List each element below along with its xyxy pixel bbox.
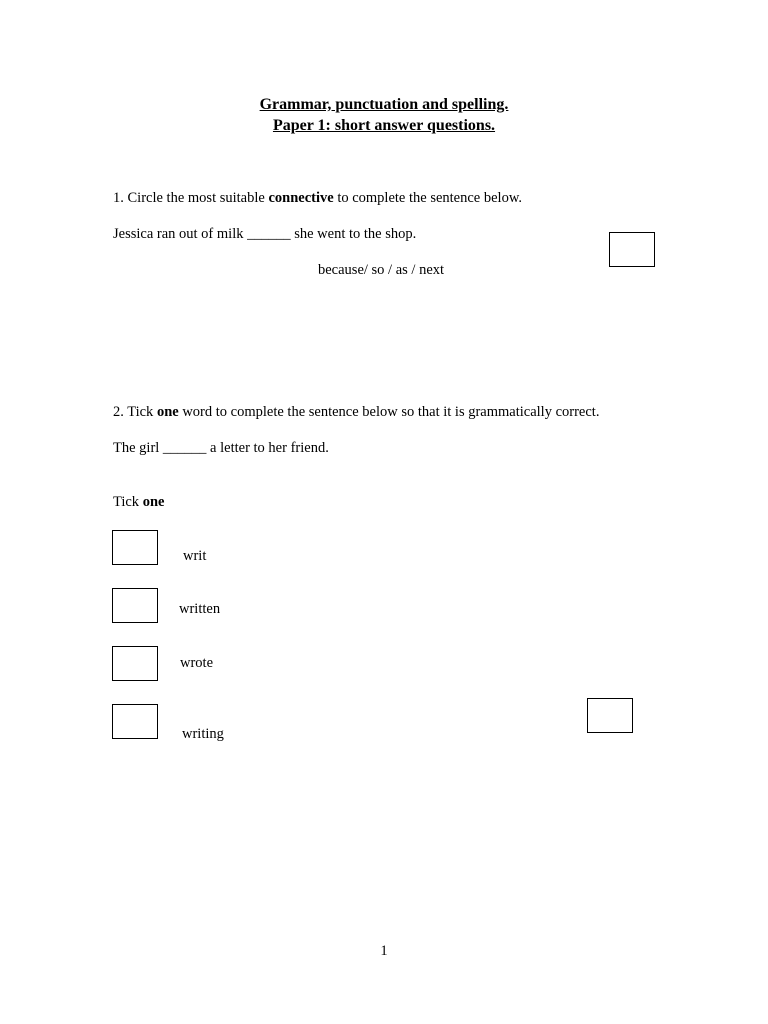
option-writing: writing [182,726,224,742]
q2-tick-instruction [113,493,164,511]
q2-sentence: The girl ______ a letter to her friend. [113,440,329,456]
tick-box-wrote[interactable] [112,646,158,681]
tick-box-writ[interactable] [112,530,158,565]
q2-tick-label: Tick [113,494,143,510]
tick-box-written[interactable] [112,588,158,623]
q1-prompt-end: to complete the sentence below. [333,190,522,206]
page-number: 1 [380,943,388,959]
q2-tick-keyword: one [142,494,165,510]
title-line-2: Paper 1: short answer questions. [272,117,496,134]
q2-prompt [113,403,599,421]
q2-mark-box [587,698,633,733]
q1-mark-box [609,232,655,267]
option-wrote: wrote [180,655,214,671]
q2-prompt-end: word to complete the sentence below so that it is grammatically correct. [178,404,600,420]
tick-box-writing[interactable] [112,704,158,739]
option-writ: writ [183,548,207,564]
q1-prompt-keyword: connective [268,190,334,206]
option-written: written [179,601,221,617]
q1-prompt-start: 1. Circle the most suitable [113,190,269,206]
q1-sentence: Jessica ran out of milk ______ she went to the shop. [113,226,417,242]
q1-prompt [113,189,522,207]
q2-prompt-start: 2. Tick [113,404,157,420]
q1-options[interactable]: because/ so / as / next [318,262,445,278]
q2-prompt-keyword: one [156,404,179,420]
title-line-1: Grammar, punctuation and spelling. [259,96,509,113]
